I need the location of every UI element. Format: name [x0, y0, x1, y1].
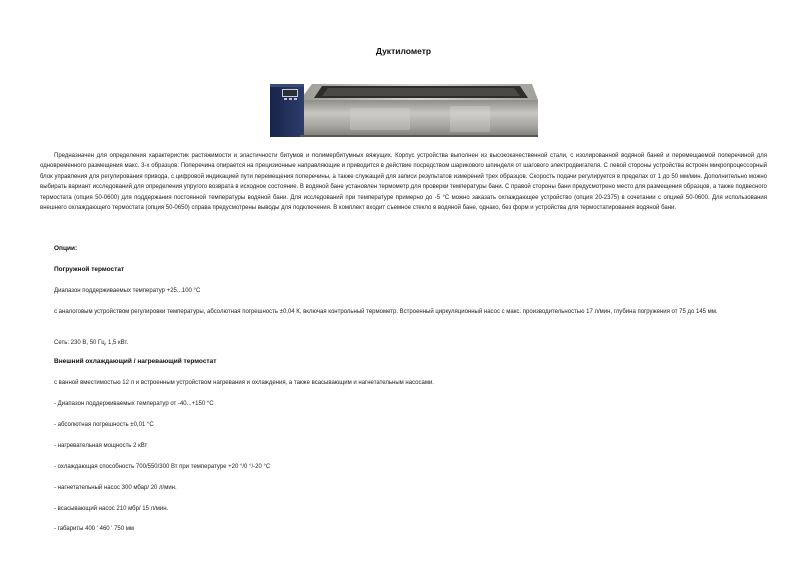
page-title: Дуктилометр: [375, 46, 432, 56]
intro-paragraph: Предназначен для определения характеристик растяжимости и эластичности битумов и полимербитумных вяжущих. Корпус устройства выполнен из высококачественной стали, с изолированной водяной баней и перемещаемой поперечиной для одновременного размещения макс. 3-х образцов. Поперечина опирается на прецизионные направляющие и приводится в действие посредством шарикового шпинделя от шагового электродвигателя. С левой стороны устройства встроен микропроцессорный блок управления для регулирования привода, с цифровой индикацией пути перемещения поперечины, а также служащий для записи результатов измерений трех образцов. Скорость подачи регулируется в пределах от 1 до 50 мм/мин. Дополнительно можно выбирать вариант исследований для определения упругого возврата в исходное состояние. В водяной бане установлен термометр для проверки температуры бани. С правой стороны бани предусмотрено место для размещения образцов, а также подвесного термостата (опция 50-0600) для поддержания постоянной температуры водяной бани. Для исследований при температуре примерно до -5 °С можно заказать охлаждающее устройство (опция 20-2375) в сочетании с опцией 50-0600. Для использования внешнего охлаждающего термостата (опция 50-0650) справа предусмотрены выводы для подключения. В комплект входит съемное стекло в водяной бане, однако, без форм и устройства для термостатирования водяной бани.: [40, 153, 767, 212]
spec-item: - охлаждающая способность 700/550/300 Вт при температуре +20 °/0 °/-20 °С: [54, 464, 271, 470]
ductilometer-image: [270, 80, 538, 138]
external-description: с ванной вместимостью 12 л и встроенным устройством нагревания и охлаждения, а также всасывающим и нагнетательным насосами.: [54, 380, 434, 386]
ductilometer-illustration: [270, 80, 538, 138]
spec-item: - абсолютная погрешность ±0,01 °С: [54, 422, 154, 428]
immersion-thermostat-heading: Погружной термостат: [54, 266, 125, 273]
spec-item: - нагревательная мощность 2 кВт: [54, 443, 148, 449]
spec-item: - всасывающий насос 210 мбр/ 15 л/мин.: [54, 506, 169, 512]
immersion-temperature-range: Диапазон поддерживаемых температур +25...100 °С: [54, 288, 201, 294]
options-heading: Опции:: [54, 245, 78, 252]
immersion-power: Сеть: 230 В, 50 Гц, 1,5 кВт.: [54, 340, 129, 346]
immersion-description: с аналоговым устройством регулировки температуры, абсолютная погрешность ±0,04 К, включая контрольный термометр. Встроенный циркуляционный насос с макс. производительностью 17 л/мин, глубина погружения от 75 до 145 мм.: [54, 309, 718, 315]
spec-item: - габариты 400 ' 460 ' 750 мм: [54, 526, 135, 532]
external-thermostat-heading: Внешний охлаждающий / нагревающий термостат: [54, 358, 217, 365]
spec-item: - нагнетательный насос 300 мбар/ 20 л/мин.: [54, 485, 177, 491]
spec-item: - Диапазон поддерживаемых температур от -40...+150 °С: [54, 401, 214, 407]
